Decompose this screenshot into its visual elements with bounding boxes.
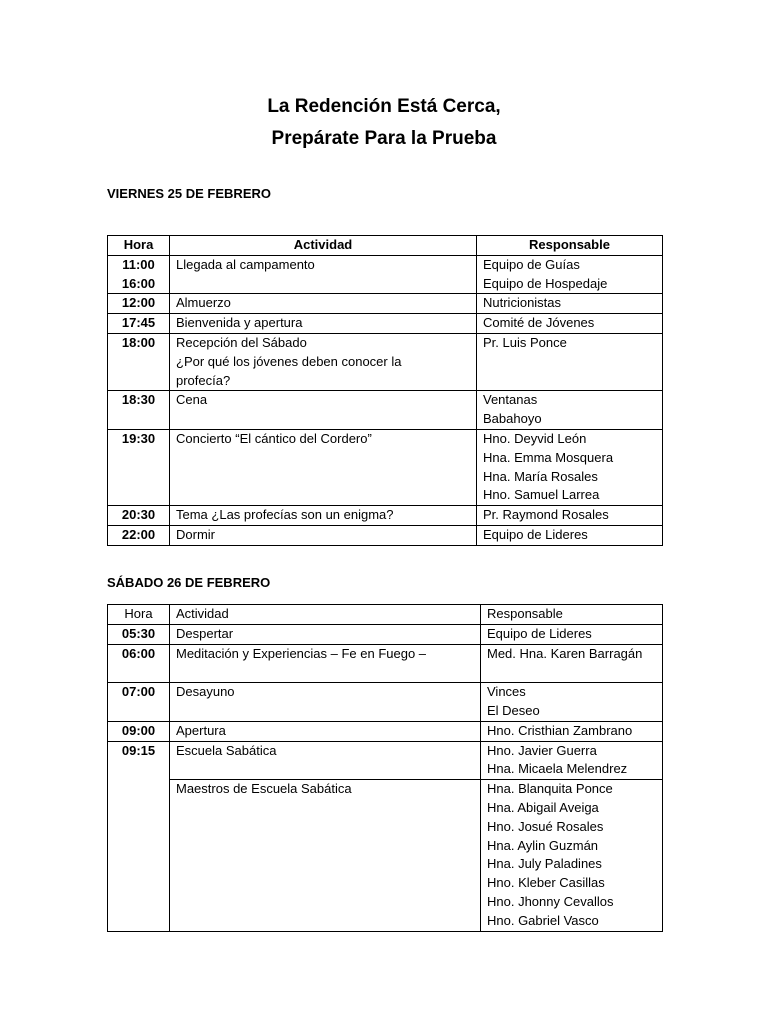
responsible-text: Vinces [487,684,526,700]
responsible-text: Equipo de Lideres [483,526,588,542]
header-actividad: Actividad [170,605,481,625]
activity-text: Tema ¿Las profecías son un enigma? [176,507,394,523]
activity-text: Cena [176,392,208,408]
responsible-cell [477,314,663,334]
table-row [108,391,663,430]
responsible-text: Comité de Jóvenes [483,315,595,331]
responsible-cell [477,429,663,505]
responsible-cell [481,644,663,683]
responsible-cell [481,721,663,741]
table-row [108,624,663,644]
activity-cell [170,314,477,334]
activity-cell [170,525,477,545]
responsible-text: Hno. Deyvid León [483,430,587,446]
table-row [108,506,663,526]
responsible-text: Pr. Raymond Rosales [483,507,609,523]
time-cell [108,525,170,545]
time-text: 18:30 [121,392,156,408]
time-text: 16:00 [121,275,156,291]
time-cell [108,391,170,430]
responsible-text: El Deseo [487,702,540,718]
responsible-text: Hno. Kleber Casillas [487,875,605,891]
responsible-text: Hno. Gabriel Vasco [487,912,599,928]
activity-text: Almuerzo [176,295,231,311]
responsible-text: Hna. Micaela Melendrez [487,761,628,777]
time-cell [108,741,170,931]
saturday-schedule-table [107,604,663,932]
responsible-text: Nutricionistas [483,295,562,311]
time-text: 22:00 [121,526,156,542]
table-row [108,683,663,722]
activity-text: Llegada al campamento [176,256,315,272]
time-text: 12:00 [121,295,156,311]
table-row [108,333,663,390]
responsible-text: Hna. María Rosales [483,468,598,484]
responsible-text: Equipo de Hospedaje [483,275,608,291]
responsible-text: Hna. July Paladines [487,856,602,872]
activity-cell [170,333,477,390]
time-text: 09:00 [121,722,156,738]
responsible-text: Hno. Samuel Larrea [483,487,600,503]
time-text: 20:30 [121,507,156,523]
responsible-text: Ventanas [483,392,538,408]
table-row [108,255,663,294]
time-text: 17:45 [121,315,156,331]
activity-text: Bienvenida y apertura [176,315,303,331]
time-cell [108,314,170,334]
time-cell [108,683,170,722]
activity-text: Apertura [176,722,226,738]
activity-text: ¿Por qué los jóvenes deben conocer la [176,353,402,369]
header-responsable: Responsable [477,236,663,256]
activity-cell [170,429,477,505]
friday-schedule-table [107,235,663,546]
activity-text: Meditación y Experiencias – Fe en Fuego – [176,645,427,661]
responsible-text: Hno. Josué Rosales [487,818,604,834]
table-row [108,429,663,505]
activity-cell [170,644,481,683]
responsible-cell [481,683,663,722]
responsible-cell [481,624,663,644]
responsible-text: Hno. Jhonny Cevallos [487,893,614,909]
responsible-text: Hno. Javier Guerra [487,742,597,758]
activity-text: Escuela Sabática [176,742,277,758]
time-cell [108,294,170,314]
responsible-cell [481,741,663,780]
responsible-cell [477,506,663,526]
activity-cell [170,683,481,722]
time-text: 07:00 [121,684,156,700]
responsible-cell [481,780,663,931]
header-hora: Hora [108,605,170,625]
activity-cell [170,255,477,294]
time-text: 05:30 [121,625,156,641]
time-text: 19:30 [121,430,156,446]
responsible-cell [477,294,663,314]
table-row [108,314,663,334]
time-text: 06:00 [121,645,156,661]
activity-cell [170,506,477,526]
activity-cell [170,780,481,931]
time-cell [108,255,170,294]
time-text: 09:15 [121,742,156,758]
responsible-text: Hna. Blanquita Ponce [487,781,613,797]
responsible-cell [477,255,663,294]
header-actividad: Actividad [170,236,477,256]
activity-text: Desayuno [176,684,235,700]
table-row [108,780,663,931]
table-row [108,525,663,545]
time-text: 18:00 [121,334,156,350]
saturday-heading: SÁBADO 26 DE FEBRERO [107,575,271,590]
header-hora: Hora [108,236,170,256]
time-cell [108,429,170,505]
time-cell [108,506,170,526]
document-title-line-1: La Redención Está Cerca, [267,96,501,117]
responsible-text: Pr. Luis Ponce [483,334,567,350]
header-responsable: Responsable [481,605,663,625]
responsible-cell [477,525,663,545]
time-cell [108,644,170,683]
table-row [108,741,663,780]
document-title-line-2: Prepárate Para la Prueba [271,128,497,149]
responsible-text: Hno. Cristhian Zambrano [487,722,633,738]
table-row [108,721,663,741]
table-header-row [108,236,663,256]
activity-text: Recepción del Sábado [176,334,307,350]
time-cell [108,624,170,644]
responsible-text: Equipo de Guías [483,256,580,272]
table-row [108,644,663,683]
responsible-text: Hna. Aylin Guzmán [487,837,599,853]
activity-text: Despertar [176,625,234,641]
responsible-text: Hna. Abigail Aveiga [487,799,599,815]
responsible-text: Babahoyo [483,411,542,427]
activity-text: Dormir [176,526,215,542]
time-cell [108,721,170,741]
responsible-cell [477,333,663,390]
activity-cell [170,391,477,430]
activity-cell [170,624,481,644]
friday-heading: VIERNES 25 DE FEBRERO [107,186,271,201]
table-row [108,294,663,314]
activity-text: Concierto “El cántico del Cordero” [176,430,372,446]
activity-cell [170,294,477,314]
table-header-row [108,605,663,625]
responsible-text: Equipo de Lideres [487,625,592,641]
activity-text: profecía? [176,372,231,388]
activity-text: Maestros de Escuela Sabática [176,781,352,797]
time-cell [108,333,170,390]
responsible-text: Med. Hna. Karen Barragán [487,645,643,661]
time-text: 11:00 [122,256,155,272]
activity-cell [170,741,481,780]
responsible-text: Hna. Emma Mosquera [483,449,614,465]
activity-cell [170,721,481,741]
responsible-cell [477,391,663,430]
